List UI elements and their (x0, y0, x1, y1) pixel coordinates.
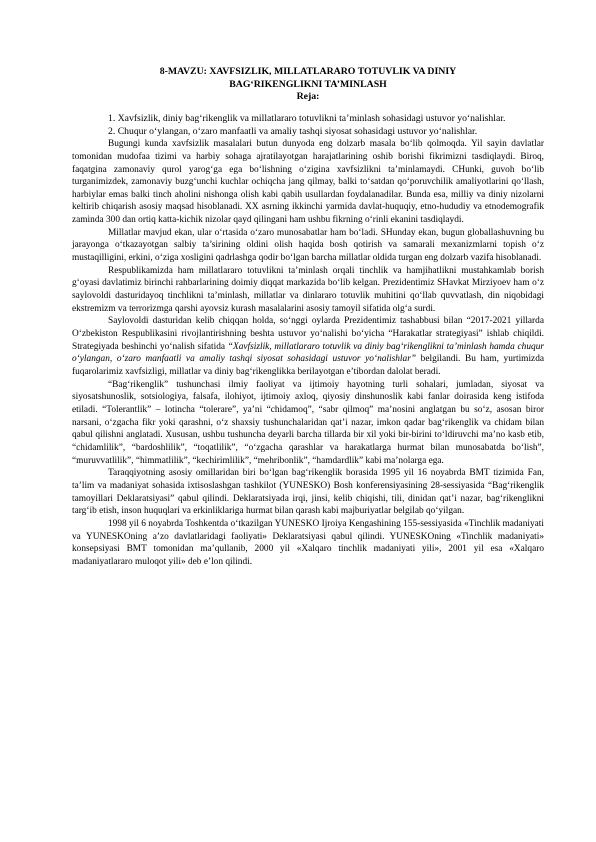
paragraph-2: Millatlar mavjud ekan, ular o‘rtasida o‘zaro munosabatlar ham bo‘ladi. SHunday ekan, bugun globallashuvning bu jarayonga o‘tkazayotgan salbiy ta’sirining oldini olish haqida bosh qotirish va samarali mexanizmlarni topish o‘z mustaqilligini, erkini, o‘ziga xosligini qadrlashga qodir bo‘lgan barcha millatlar oldida turgan eng dolzarb vazifa hisoblanadi. (72, 227, 544, 264)
paragraph-4-start: Saylovoldi dasturidan kelib chiqqan holda, so‘nggi oylarda Prezidentimiz tashabbusi bilan “2017-2021 yillarda O‘zbekiston Respublikasini rivojlantirishning beshta ustuvor yo‘nalishi bo‘yicha “Harakatlar strategiyasi” ishlab chiqildi. Strategiyada beshinchi yo‘nalish sifatida (72, 316, 544, 352)
plan-item-2: 2. Chuqur o‘ylangan, o‘zaro manfaatli va amaliy tashqi siyosat sohasidagi ustuvor yo‘nalishlar. (108, 125, 478, 137)
italic-quote: “Xavfsizlik, millatlararo totuvlik va diniy bag‘rikenglikni ta’minlash hamda chuqur o‘ylangan, o‘zaro manfaatli va amaliy tashqi siyosat sohasidagi ustuvor yo‘nalishlar” (72, 341, 544, 365)
title-line-1: 8-MAVZU: XAVFSIZLIK, MILLATLARARO TOTUVLIK VA DINIY (159, 66, 457, 77)
paragraph-7: 1998 yil 6 noyabrda Toshkentda o‘tkazilgan YUNESKO Ijroiya Kengashining 155-sessiyasida «Tinchlik madaniyati va YUNESKOning a’zo davlatlaridagi faoliyati» Deklaratsiyasi qabul qilindi. YUNESKOning «Tinchlik madaniyati» konsepsiyasi BMT tomonidan ma’qullanib, 2000 yil «Xalqaro tinchlik madaniyati yili», 2001 yil esa «Xalqaro madaniyatlararo muloqot yili» deb e’lon qilindi. (72, 518, 544, 567)
paragraph-5: “Bag‘rikenglik” tushunchasi ilmiy faoliyat va ijtimoiy hayotning turli sohalari, jumladan, siyosat va siyosatshunoslik, sotsiologiya, falsafa, ilohiyot, ijtimoiy axloq, qiyosiy dinshunoslik kabi fanlar doirasida keng istifoda etiladi. “Tolerantlik” – lotincha “tolerare”, ya’ni “chidamoq”, “sabr qilmoq” ma’nosini anglatgan bu so‘z, asosan biror narsani, o‘zgacha fikr yoki qarashni, o‘z shaxsiy tushunchalaridan qat’i nazar, imkon qadar bag‘rikenglik va chidam bilan qabul qilishni anglatadi. Xususan, ushbu tushuncha deyarli barcha tillarda bir xil yoki bir-birini to‘ldiruvchi ma’no kasb etib, “chidamlilik”, “bardoshlilik”, “toqatlilik”, “o‘zgacha qarashlar va harakatlarga hurmat bilan munosabatda bo‘lish”, “muruvvatlilik”, “himmatlilik”, “kechirimlilik”, “mehribonlik”, “hamdardlik” kabi ma’nolarga ega. (72, 379, 544, 466)
title-line-2: BAG‘RIKENGLIKNI TA’MINLASH (229, 78, 387, 90)
plan-heading: Reja: (296, 91, 320, 103)
paragraph-1: Bugungi kunda xavfsizlik masalalari butun dunyoda eng dolzarb masala bo‘lib qolmoqda. Yil sayin davlatlar tomonidan mudofaa tizimi va harbiy sohaga ajratilayotgan harajatlarining oshib borishi fikrimizni tasdiqlaydi. Biroq, faqatgina zamonaviy qurol yarog‘ga ega bo‘lishning o‘zigina xavfsizlikni ta’minlamaydi. CHunki, guvoh bo‘lib turganimizdek, zamonaviy buzg‘unchi kuchlar ochiqcha jang qilmay, balki to‘satdan qo‘poruvchilik amaliyotlarini qo‘llash, harbiylar emas balki tinch aholini nishonga olish kabi qabih usullardan foydalanadilar. Bunda esa, milliy va diniy nizolarni keltirib chiqarish asosiy maqsad hisoblanadi. XX asrning ikkinchi yarmida davlat-huquqiy, etno-hududiy va etnodemografik zaminda 300 dan ortiq katta-kichik nizolar qayd qilingani ham ushbu fikrning o‘rinli ekanini tasdiqlaydi. (72, 139, 544, 226)
paragraph-6: Taraqqiyotning asosiy omillaridan biri bo‘lgan bag‘rikenglik borasida 1995 yil 16 noyabrda BMT tizimida Fan, ta’lim va madaniyat sohasida ixtisoslashgan tashkilot (YUNESKO) Bosh konferensiyasining 28-sessiyasida “Bag‘rikenglik tamoyillari Deklaratsiyasi” qabul qilindi. Deklaratsiyada irqi, jinsi, kelib chiqishi, tili, dinidan qat’i nazar, bag‘rikenglikni targ‘ib etish, inson huquqlari va erkinliklariga hurmat bilan qarash kabi majburiyatlar belgilab qo‘yilgan. (72, 468, 544, 517)
paragraph-3: Respublikamizda ham millatlararo totuvlikni ta’minlash orqali tinchlik va hamjihatlikni mustahkamlab borish g‘oyasi davlatimiz birinchi rahbarlarining doimiy diqqat markazida bo‘lib kelgan. Prezidentimiz SHavkat Mirziyoev ham o‘z saylovoldi dasturidayoq tinchlikni ta’minlash, millatlar va dinlararo totuvlik muhitini qo‘llab quvvatlash, din niqobidagi ekstremizm va terrorizmga qarshi ayovsiz kurash masalalarini asosiy tamoyil sifatida olg‘a surdi. (72, 265, 544, 314)
paragraph-4 (72, 315, 544, 378)
plan-item-1: 1. Xavfsizlik, diniy bag‘rikenglik va millatlararo totuvlikni ta’minlash sohasidagi ustuvor yo‘nalishlar. (108, 112, 506, 124)
paragraph-4-end: belgilandi. Bu ham, yurtimizda fuqarolarimiz xavfsizligi, millatlar va diniy bag‘rikenglikka berilayotgan e’tibordan dalolat beradi. (72, 354, 545, 377)
